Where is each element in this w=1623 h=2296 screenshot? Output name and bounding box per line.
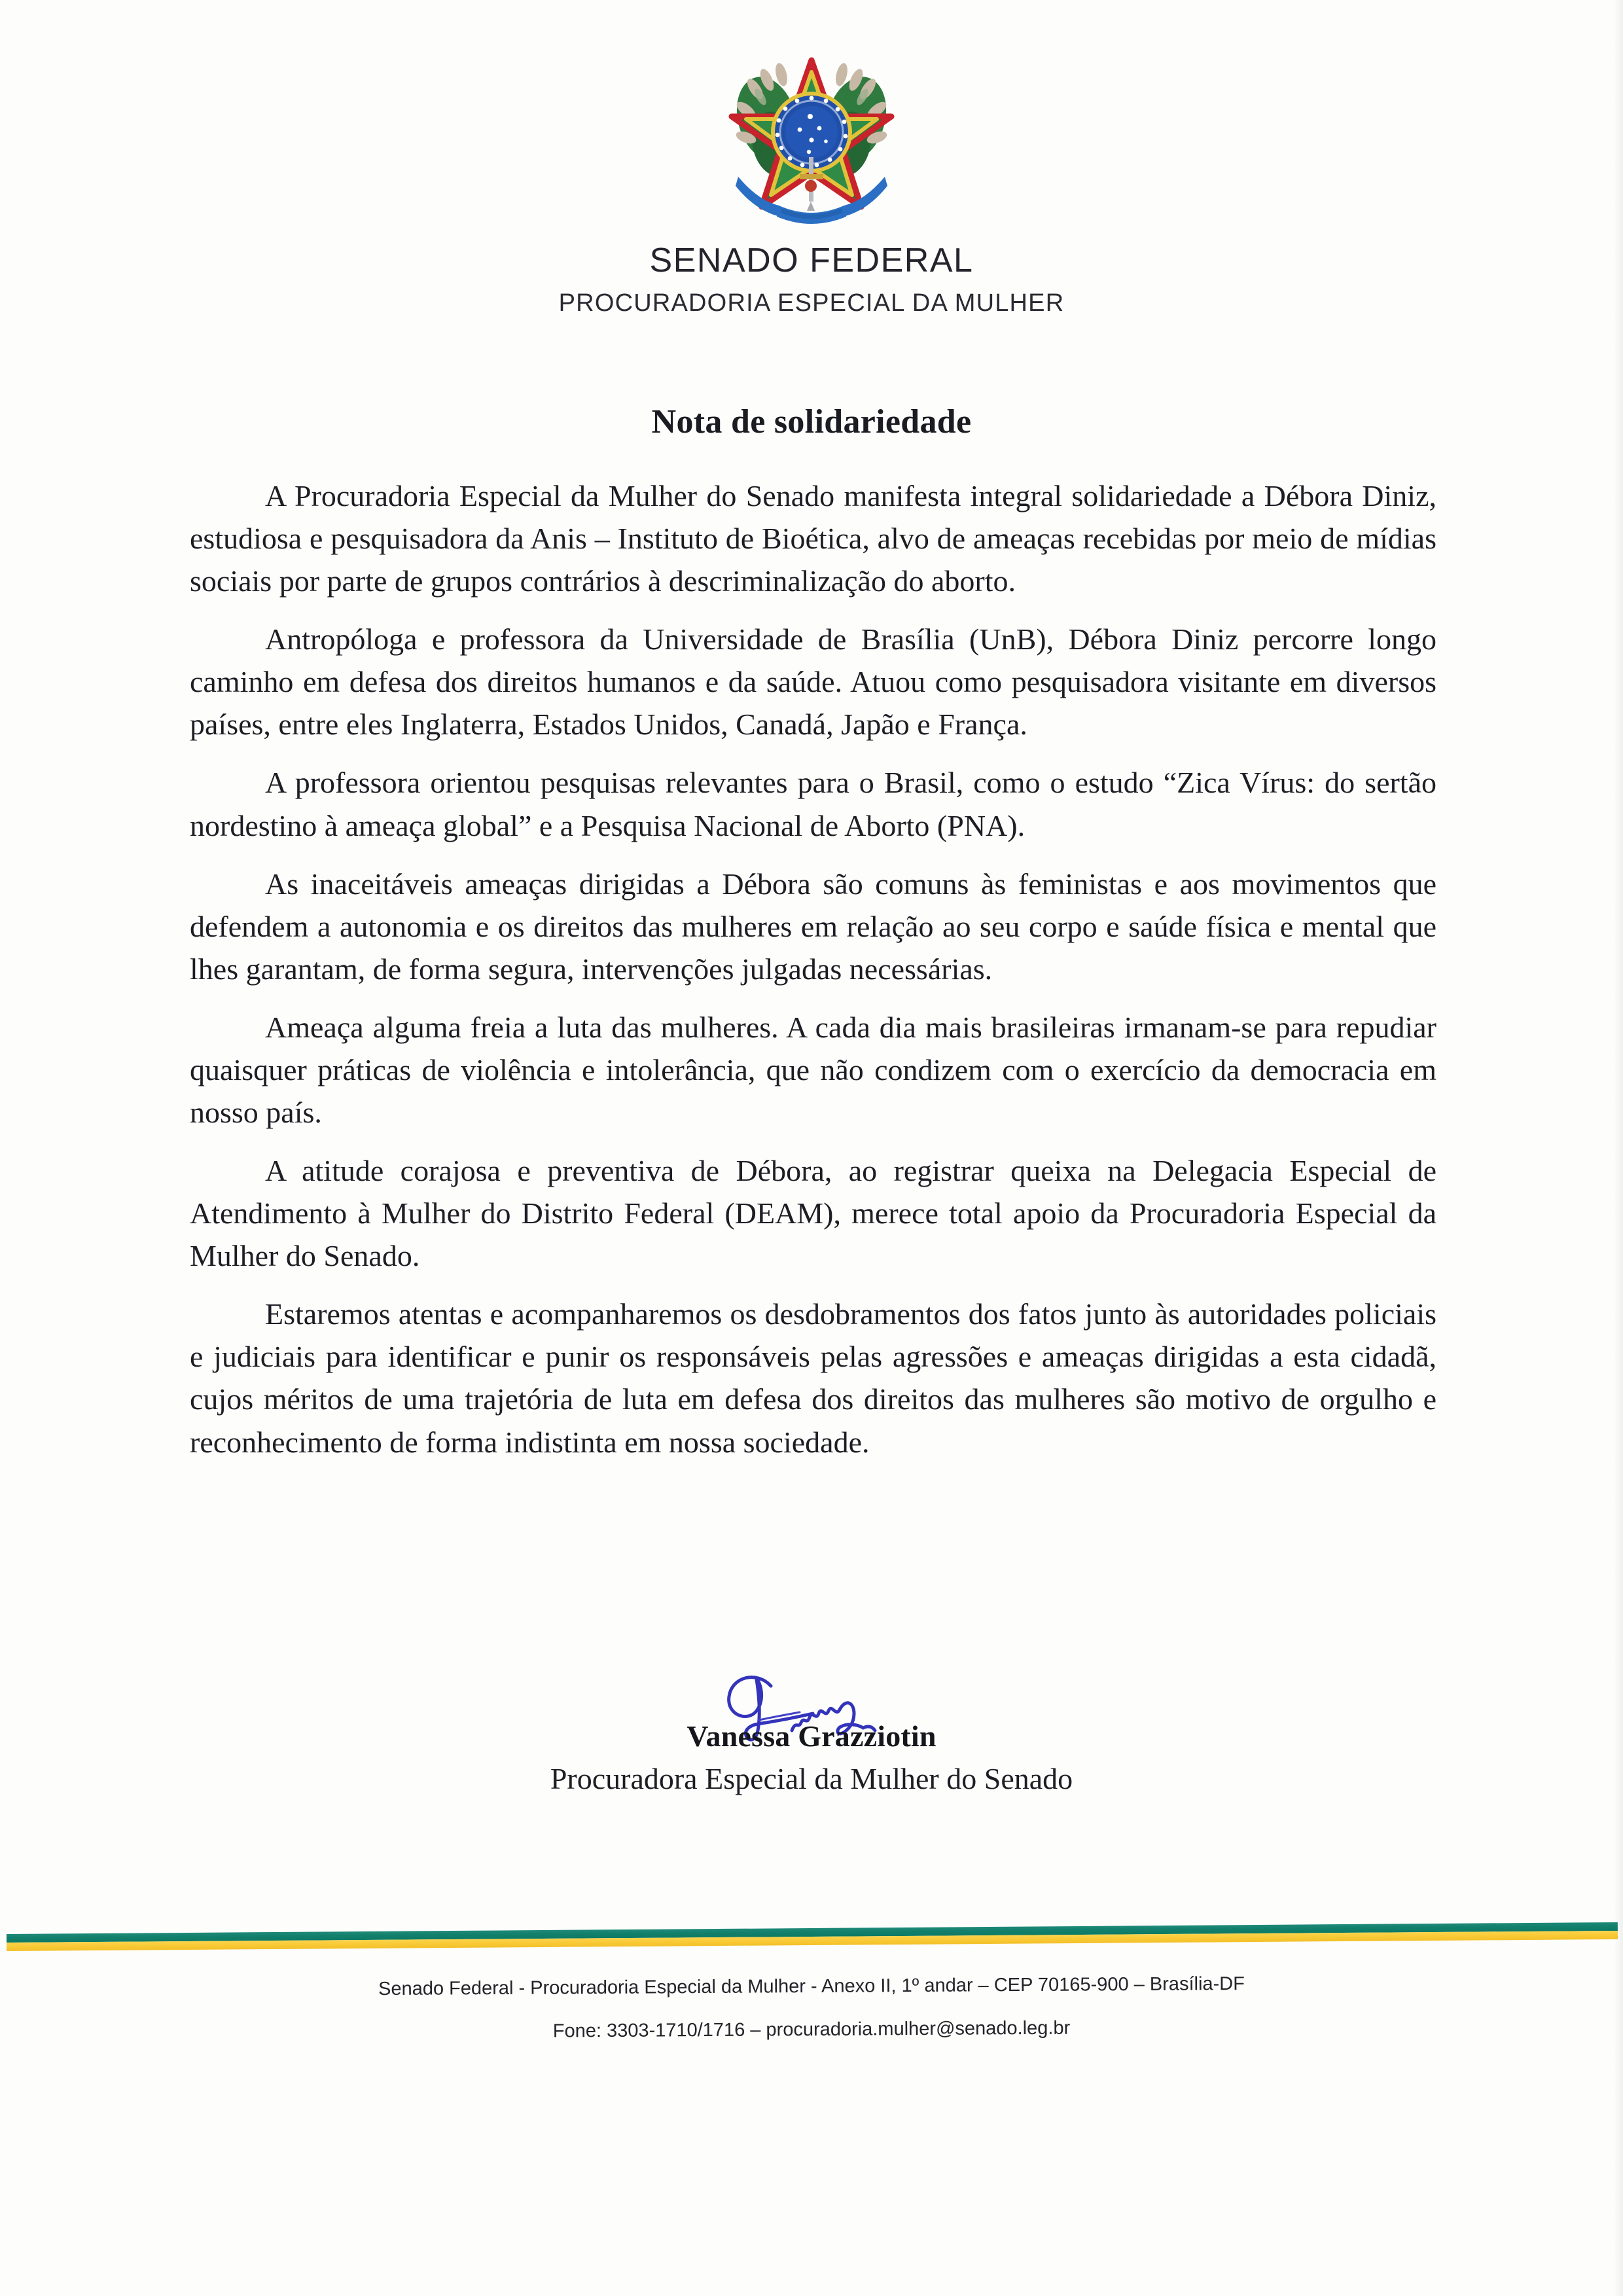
paragraph: As inaceitáveis ameaças dirigidas a Débora são comuns às feministas e aos movimentos que defendem a autonomia e os direitos das mulheres em relação ao seu corpo e saúde física e mental que lhes garantam, de forma segura, intervenções julgadas necessárias.	[190, 867, 1436, 986]
letterhead	[0, 46, 1623, 317]
footer-address: Senado Federal - Procuradoria Especial da Mulher - Anexo II, 1º andar – CEP 70165-900 – Brasília-DF	[378, 1973, 1245, 2000]
brazil-coat-of-arms-icon	[726, 46, 897, 229]
signatory-role: Procuradora Especial da Mulher do Senado	[550, 1762, 1073, 1795]
department-title: PROCURADORIA ESPECIAL DA MULHER	[558, 289, 1065, 317]
paragraph: Ameaça alguma freia a luta das mulheres. A cada dia mais brasileiras irmanam-se para repudiar quaisquer práticas de violência e intolerância, que não condizem com o exercício da democracia em nosso país.	[190, 1010, 1436, 1130]
paragraph: A atitude corajosa e preventiva de Débora, ao registrar queixa na Delegacia Especial de Atendimento à Mulher do Distrito Federal (DEAM), merece total apoio da Procuradoria Especial da Mulher do Senado.	[190, 1154, 1436, 1273]
footer-color-bar	[7, 1922, 1618, 1951]
document-body	[190, 475, 1436, 1479]
scan-edge-shadow	[1614, 0, 1623, 2296]
paragraph: Antropóloga e professora da Universidade de Brasília (UnB), Débora Diniz percorre longo caminho em defesa dos direitos humanos e da saúde. Atuou como pesquisadora visitante em diversos países, entre eles Inglaterra, Estados Unidos, Canadá, Japão e França.	[190, 622, 1436, 742]
footer-contact: Fone: 3303-1710/1716 – procuradoria.mulher@senado.leg.br	[552, 2017, 1071, 2042]
signature-block	[0, 1662, 1623, 1796]
signatory-name: Vanessa Grazziotin	[687, 1719, 936, 1753]
footer	[0, 1973, 1623, 2042]
document-title: Nota de solidariedade	[651, 403, 972, 440]
paragraph: A Procuradoria Especial da Mulher do Senado manifesta integral solidariedade a Débora Diniz, estudiosa e pesquisadora da Anis – Instituto de Bioética, alvo de ameaças recebidas por meio de mídias sociais por parte de grupos contrários à descriminalização do aborto.	[190, 479, 1436, 598]
paragraph: A professora orientou pesquisas relevantes para o Brasil, como o estudo “Zica Vírus: do sertão nordestino à ameaça global” e a Pesquisa Nacional de Aborto (PNA).	[190, 766, 1436, 842]
organization-title: SENADO FEDERAL	[649, 242, 974, 279]
paragraph: Estaremos atentas e acompanharemos os desdobramentos dos fatos junto às autoridades policiais e judiciais para identificar e punir os responsáveis pelas agressões e ameaças dirigidas a esta cidadã, cujos méritos de uma trajetória de luta em defesa dos direitos das mulheres são motivo de orgulho e reconhecimento de forma indistinta em nossa sociedade.	[190, 1297, 1436, 1459]
